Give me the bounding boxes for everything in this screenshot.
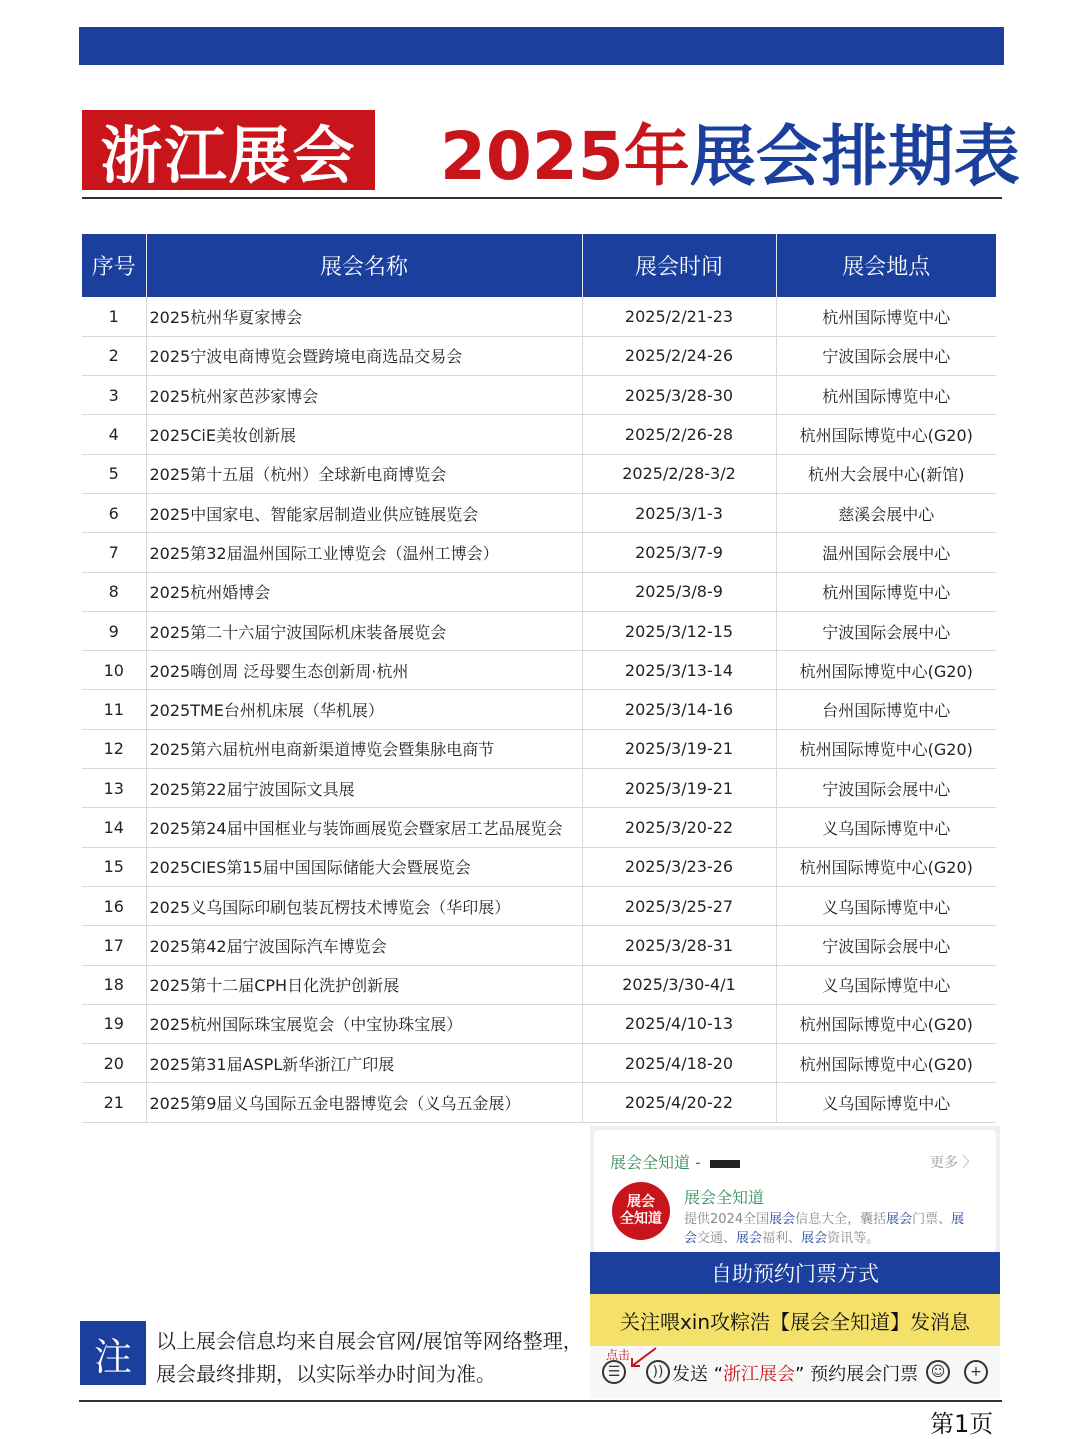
exhibition-venue: 宁波国际会展中心: [776, 611, 996, 650]
exhibition-venue: 义乌国际博览中心: [776, 808, 996, 847]
table-row: [82, 769, 996, 808]
row-number: 12: [82, 729, 146, 768]
table-row: [82, 651, 996, 690]
row-number: 19: [82, 1004, 146, 1043]
table-row: [82, 847, 996, 886]
table-row: [82, 297, 996, 336]
account-logo: [612, 1182, 670, 1240]
exhibition-date: 2025/3/23-26: [582, 847, 776, 886]
row-number: 1: [82, 297, 146, 336]
exhibition-date: 2025/3/19-21: [582, 729, 776, 768]
emoji-icon[interactable]: ☺: [926, 1360, 950, 1384]
exhibition-venue: 宁波国际会展中心: [776, 926, 996, 965]
exhibition-name: 2025杭州华夏家博会: [146, 297, 582, 336]
table-row: [82, 886, 996, 925]
exhibition-venue: 杭州国际博览中心: [776, 572, 996, 611]
table-row: [82, 533, 996, 572]
exhibition-venue: 宁波国际会展中心: [776, 769, 996, 808]
exhibition-date: 2025/3/28-31: [582, 926, 776, 965]
title-year: 2025年: [440, 117, 690, 195]
row-number: 7: [82, 533, 146, 572]
exhibition-date: 2025/4/10-13: [582, 1004, 776, 1043]
exhibition-date: 2025/3/14-16: [582, 690, 776, 729]
exhibition-venue: 杭州国际博览中心(G20): [776, 415, 996, 454]
exhibition-date: 2025/3/8-9: [582, 572, 776, 611]
exhibition-name: 2025第二十六届宁波国际机床装备展览会: [146, 611, 582, 650]
exhibition-date: 2025/2/24-26: [582, 336, 776, 375]
account-title: [610, 1150, 740, 1173]
exhibition-date: 2025/4/18-20: [582, 1044, 776, 1083]
footer-divider: [79, 1400, 1002, 1402]
row-number: 9: [82, 611, 146, 650]
table-row: [82, 415, 996, 454]
exhibition-name: 2025嗨创周 泛母婴生态创新周·杭州: [146, 651, 582, 690]
exhibition-name: 2025宁波电商博览会暨跨境电商选品交易会: [146, 336, 582, 375]
exhibition-venue: 杭州国际博览中心: [776, 376, 996, 415]
note-line: 展会最终排期，以实际举办时间为准。: [156, 1362, 496, 1386]
table-row: [82, 808, 996, 847]
title-text: 展会排期表: [689, 117, 1020, 195]
exhibition-name: 2025杭州家芭莎家博会: [146, 376, 582, 415]
exhibition-date: 2025/4/20-22: [582, 1083, 776, 1122]
row-number: 14: [82, 808, 146, 847]
exhibition-date: 2025/3/25-27: [582, 886, 776, 925]
exhibition-date: 2025/3/12-15: [582, 611, 776, 650]
logo-text: 全知道: [620, 1211, 662, 1227]
page-title: [440, 110, 1020, 195]
table-row: [82, 336, 996, 375]
table-row: [82, 926, 996, 965]
row-number: 15: [82, 847, 146, 886]
exhibition-venue: 台州国际博览中心: [776, 690, 996, 729]
exhibition-venue: 杭州国际博览中心: [776, 297, 996, 336]
ticket-banner: 自助预约门票方式: [590, 1252, 1000, 1294]
exhibition-name: 2025第24届中国框业与装饰画展览会暨家居工艺品展览会: [146, 808, 582, 847]
exhibition-name: 2025义乌国际印刷包装瓦楞技术博览会（华印展）: [146, 886, 582, 925]
note-text: [156, 1325, 583, 1391]
exhibition-name: 2025第22届宁波国际文具展: [146, 769, 582, 808]
exhibition-venue: 杭州国际博览中心(G20): [776, 1044, 996, 1083]
account-description: 提供2024全国展会信息大全，囊括展会门票、展会交通、展会福利、展会资讯等。: [684, 1212, 965, 1246]
account-title-text: 展会全知道 -: [610, 1153, 706, 1172]
row-number: 4: [82, 415, 146, 454]
row-number: 16: [82, 886, 146, 925]
exhibition-date: 2025/3/13-14: [582, 651, 776, 690]
table-row: [82, 572, 996, 611]
table-row: [82, 611, 996, 650]
row-number: 3: [82, 376, 146, 415]
exhibition-name: 2025杭州婚博会: [146, 572, 582, 611]
note-line: 以上展会信息均来自展会官网/展馆等网络整理，: [156, 1329, 583, 1353]
plus-icon[interactable]: +: [964, 1360, 988, 1384]
region-label: 浙江展会: [82, 110, 375, 190]
row-number: 5: [82, 454, 146, 493]
row-number: 11: [82, 690, 146, 729]
row-number: 8: [82, 572, 146, 611]
table-row: [82, 376, 996, 415]
exhibition-venue: 杭州国际博览中心(G20): [776, 1004, 996, 1043]
account-name: 展会全知道: [684, 1188, 765, 1207]
exhibition-venue: 杭州大会展中心(新馆): [776, 454, 996, 493]
exhibition-date: 2025/2/28-3/2: [582, 454, 776, 493]
exhibition-name: 2025第六届杭州电商新渠道博览会暨集脉电商节: [146, 729, 582, 768]
exhibition-venue: 义乌国际博览中心: [776, 886, 996, 925]
exhibition-venue: 杭州国际博览中心(G20): [776, 729, 996, 768]
exhibition-name: 2025中国家电、智能家居制造业供应链展览会: [146, 493, 582, 532]
column-header: 展会名称: [146, 234, 582, 297]
exhibition-date: 2025/3/7-9: [582, 533, 776, 572]
table-body: [82, 297, 996, 1122]
row-number: 17: [82, 926, 146, 965]
table-row: [82, 729, 996, 768]
logo-text: 展会: [627, 1194, 655, 1210]
voice-icon[interactable]: )): [646, 1360, 670, 1384]
exhibition-date: 2025/3/20-22: [582, 808, 776, 847]
title-divider: [82, 197, 1002, 199]
exhibition-name: 2025第十五届（杭州）全球新电商博览会: [146, 454, 582, 493]
send-instruction: 发送 “浙江展会” 预约展会门票: [672, 1364, 919, 1385]
table-row: [82, 965, 996, 1004]
redaction-block: [710, 1160, 740, 1168]
row-number: 10: [82, 651, 146, 690]
top-banner-bar: [79, 27, 1004, 65]
row-number: 21: [82, 1083, 146, 1122]
exhibition-venue: 温州国际会展中心: [776, 533, 996, 572]
exhibition-venue: 宁波国际会展中心: [776, 336, 996, 375]
account-card[interactable]: [594, 1130, 996, 1252]
menu-icon[interactable]: ☰: [602, 1360, 626, 1384]
exhibition-name: 2025第31届ASPL新华浙江广印展: [146, 1044, 582, 1083]
exhibition-date: 2025/3/1-3: [582, 493, 776, 532]
click-hint: 点击: [606, 1348, 631, 1362]
row-number: 13: [82, 769, 146, 808]
more-link[interactable]: 更多 〉: [930, 1155, 977, 1171]
exhibition-venue: 义乌国际博览中心: [776, 1083, 996, 1122]
exhibition-name: 2025杭州国际珠宝展览会（中宝协珠宝展）: [146, 1004, 582, 1043]
row-number: 20: [82, 1044, 146, 1083]
exhibition-name: 2025第十二届CPH日化洗护创新展: [146, 965, 582, 1004]
exhibition-name: 2025第32届温州国际工业博览会（温州工博会）: [146, 533, 582, 572]
exhibition-name: 2025CIES第15届中国国际储能大会暨展览会: [146, 847, 582, 886]
exhibition-date: 2025/2/21-23: [582, 297, 776, 336]
note-label: 注: [80, 1321, 146, 1385]
column-header: 序号: [82, 234, 146, 297]
promo-card: [590, 1126, 1000, 1398]
table-row: [82, 454, 996, 493]
page-number: 第1页: [930, 1410, 994, 1438]
exhibition-name: 2025CiE美妆创新展: [146, 415, 582, 454]
chat-input-bar: [590, 1346, 1000, 1398]
exhibition-name: 2025第9届义乌国际五金电器博览会（义乌五金展）: [146, 1083, 582, 1122]
exhibition-date: 2025/3/28-30: [582, 376, 776, 415]
row-number: 6: [82, 493, 146, 532]
column-header: 展会时间: [582, 234, 776, 297]
row-number: 18: [82, 965, 146, 1004]
table-row: [82, 1044, 996, 1083]
exhibition-venue: 杭州国际博览中心(G20): [776, 651, 996, 690]
exhibition-venue: 慈溪会展中心: [776, 493, 996, 532]
table-row: [82, 690, 996, 729]
exhibition-name: 2025第42届宁波国际汽车博览会: [146, 926, 582, 965]
follow-instruction: 关注喂xin攻粽浩【展会全知道】发消息: [590, 1294, 1000, 1346]
table-row: [82, 1083, 996, 1122]
exhibition-venue: 义乌国际博览中心: [776, 965, 996, 1004]
exhibition-date: 2025/2/26-28: [582, 415, 776, 454]
table-row: [82, 1004, 996, 1043]
exhibition-date: 2025/3/19-21: [582, 769, 776, 808]
exhibition-venue: 杭州国际博览中心(G20): [776, 847, 996, 886]
exhibition-name: 2025TME台州机床展（华机展）: [146, 690, 582, 729]
table-row: [82, 493, 996, 532]
column-header: 展会地点: [776, 234, 996, 297]
exhibition-date: 2025/3/30-4/1: [582, 965, 776, 1004]
row-number: 2: [82, 336, 146, 375]
table-header-row: [82, 234, 996, 297]
schedule-table: [82, 234, 996, 1123]
